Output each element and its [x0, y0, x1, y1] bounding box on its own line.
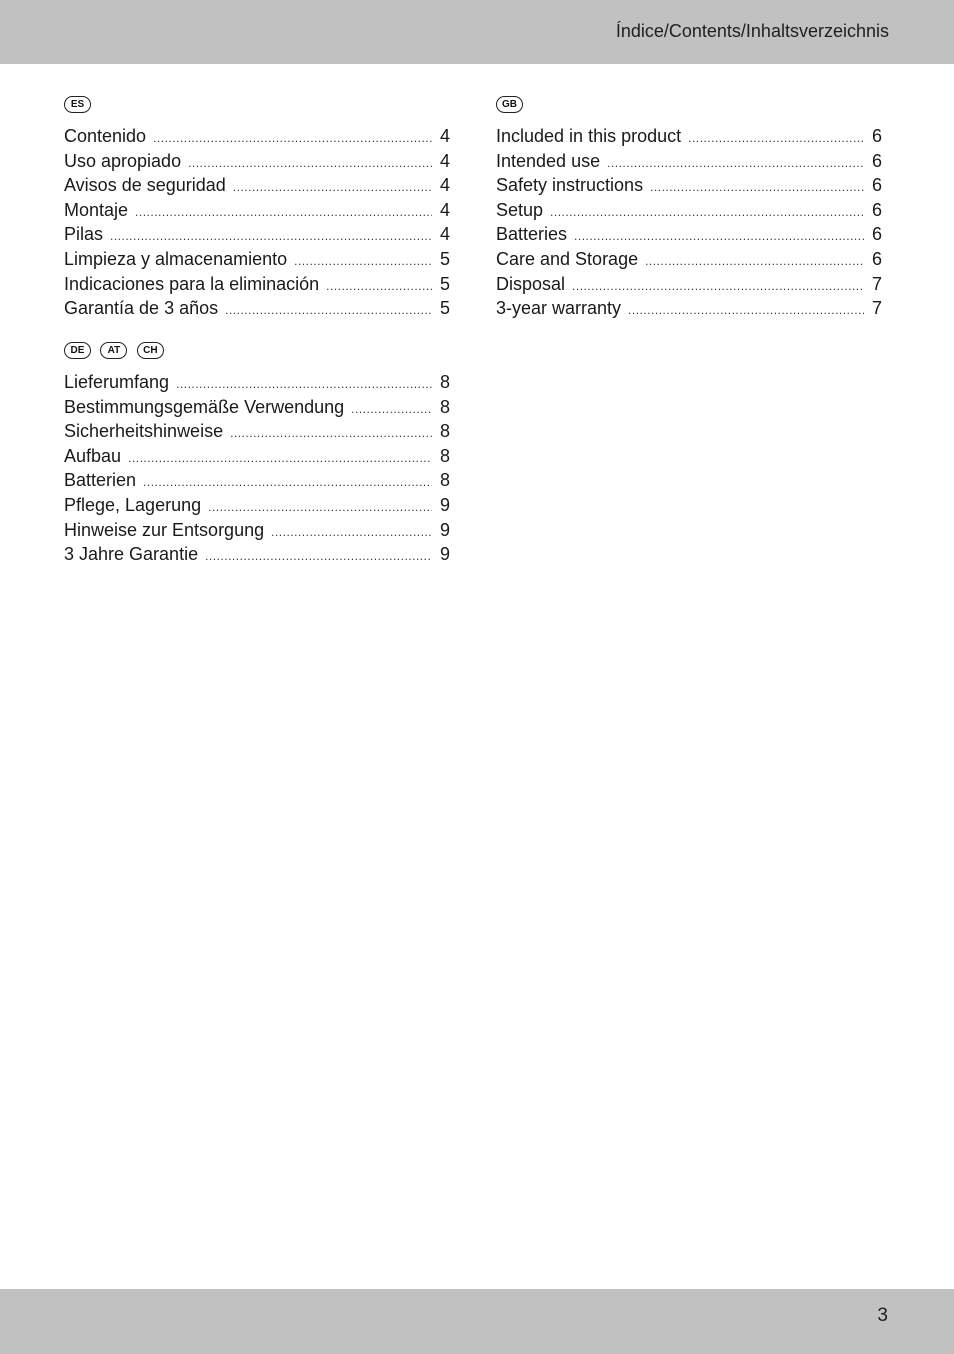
toc-entry[interactable]	[496, 198, 882, 223]
toc-entry[interactable]	[496, 247, 882, 272]
header-bar	[0, 0, 954, 64]
language-badge-at: AT	[100, 342, 127, 359]
toc-entry[interactable]	[64, 124, 450, 149]
toc-entry[interactable]	[496, 296, 882, 321]
toc-entry-label: Pilas	[64, 224, 104, 245]
toc-entry-page: 5	[439, 248, 450, 269]
toc-entry-page: 8	[439, 421, 450, 442]
toc-entry-page: 9	[439, 544, 450, 565]
toc-entry-label: Indicaciones para la eliminación	[64, 273, 320, 294]
toc-section-de	[64, 342, 450, 567]
toc-entry[interactable]	[496, 173, 882, 198]
language-badge-de: DE	[64, 342, 91, 359]
dot-leader	[225, 298, 432, 323]
toc-entry-label: Batteries	[496, 224, 568, 245]
toc-entry-label: Bestimmungsgemäße Verwendung	[64, 396, 345, 417]
toc-entry-label: Pflege, Lagerung	[64, 494, 202, 515]
dot-leader	[574, 224, 864, 249]
footer-bar	[0, 1289, 954, 1354]
dot-leader	[650, 175, 864, 200]
dot-leader	[135, 200, 432, 225]
toc-entry[interactable]	[64, 247, 450, 272]
toc-entry[interactable]	[64, 198, 450, 223]
toc-entry[interactable]	[64, 419, 450, 444]
toc-entry-page: 7	[871, 273, 882, 294]
toc-entry-page: 9	[439, 494, 450, 515]
language-badge-gb: GB	[496, 96, 523, 113]
toc-entry-label: Setup	[496, 199, 544, 220]
toc-entry-label: Included in this product	[496, 126, 682, 146]
toc-entry-label: Care and Storage	[496, 248, 639, 269]
toc-entry-label: Disposal	[496, 273, 566, 294]
toc-entry-label: 3 Jahre Garantie	[64, 544, 199, 565]
toc-entry-page: 4	[439, 199, 450, 220]
toc-entry[interactable]	[64, 493, 450, 518]
toc-entry-page: 6	[871, 248, 882, 269]
dot-leader	[128, 446, 432, 471]
page-number: 3	[877, 1305, 888, 1326]
toc-entry-label: Lieferumfang	[64, 372, 170, 392]
toc-entry-page: 6	[871, 175, 882, 196]
toc-section-gb	[496, 96, 882, 321]
toc-entry-page: 4	[439, 126, 450, 146]
toc-entry[interactable]	[64, 222, 450, 247]
toc-entry-page: 5	[439, 298, 450, 319]
toc-entry-page: 7	[871, 298, 882, 319]
toc-entry-label: Batterien	[64, 470, 137, 491]
dot-leader	[628, 298, 864, 323]
language-badge-es: ES	[64, 96, 91, 113]
language-badges	[64, 342, 450, 364]
dot-leader	[153, 126, 432, 151]
toc-entry-page: 6	[871, 150, 882, 171]
toc-entry[interactable]	[64, 173, 450, 198]
language-badge-ch: CH	[137, 342, 164, 359]
toc-entry[interactable]	[64, 395, 450, 420]
toc-entry[interactable]	[496, 222, 882, 247]
toc-entry[interactable]	[64, 149, 450, 174]
toc-entry[interactable]	[496, 124, 882, 149]
toc-entry-page: 5	[439, 273, 450, 294]
toc-section-es	[64, 96, 450, 321]
toc-entry[interactable]	[496, 272, 882, 297]
dot-leader	[572, 274, 864, 299]
toc-entry-page: 6	[871, 199, 882, 220]
toc-entry[interactable]	[64, 468, 450, 493]
toc-entry-label: 3-year warranty	[496, 298, 622, 319]
toc-entry-page: 8	[439, 470, 450, 491]
dot-leader	[143, 470, 432, 495]
toc-entry-page: 4	[439, 175, 450, 196]
dot-leader	[607, 151, 864, 176]
dot-leader	[550, 200, 864, 225]
toc-entry-label: Montaje	[64, 199, 129, 220]
toc-entry-page: 4	[439, 224, 450, 245]
toc-entry-label: Hinweise zur Entsorgung	[64, 519, 265, 540]
toc-entry-page: 9	[439, 519, 450, 540]
toc-entry[interactable]	[64, 542, 450, 567]
toc-entry-page: 6	[871, 224, 882, 245]
toc-entry-label: Contenido	[64, 126, 147, 146]
dot-leader	[688, 126, 864, 151]
toc-entry-label: Uso apropiado	[64, 150, 182, 171]
toc-entry-label: Limpieza y almacenamiento	[64, 248, 288, 269]
page-title: Índice/Contents/Inhaltsverzeichnis	[615, 21, 889, 41]
toc-entry-page: 8	[439, 445, 450, 466]
toc-entry-label: Sicherheitshinweise	[64, 421, 224, 442]
dot-leader	[208, 495, 432, 520]
toc-entry[interactable]	[64, 272, 450, 297]
dot-leader	[326, 274, 432, 299]
toc-entry-page: 6	[871, 126, 882, 146]
dot-leader	[351, 397, 432, 422]
language-badges	[496, 96, 882, 118]
dot-leader	[645, 249, 864, 274]
dot-leader	[188, 151, 432, 176]
dot-leader	[233, 175, 432, 200]
toc-entry[interactable]	[64, 518, 450, 543]
toc-entry-label: Avisos de seguridad	[64, 175, 226, 196]
toc-entry-label: Safety instructions	[496, 175, 644, 196]
toc-entry[interactable]	[64, 444, 450, 469]
toc-entry-page: 4	[439, 150, 450, 171]
dot-leader	[230, 421, 432, 446]
dot-leader	[110, 224, 432, 249]
toc-entry-label: Garantía de 3 años	[64, 298, 219, 319]
language-badges	[64, 96, 450, 118]
toc-entry[interactable]	[64, 370, 450, 395]
dot-leader	[294, 249, 432, 274]
dot-leader	[176, 372, 432, 397]
toc-entry-label: Intended use	[496, 150, 601, 171]
toc-entry[interactable]	[64, 296, 450, 321]
toc-entry-page: 8	[439, 396, 450, 417]
toc-entry-label: Aufbau	[64, 445, 122, 466]
dot-leader	[271, 520, 432, 545]
toc-entry[interactable]	[496, 149, 882, 174]
toc-entry-page: 8	[439, 372, 450, 392]
dot-leader	[205, 544, 432, 569]
